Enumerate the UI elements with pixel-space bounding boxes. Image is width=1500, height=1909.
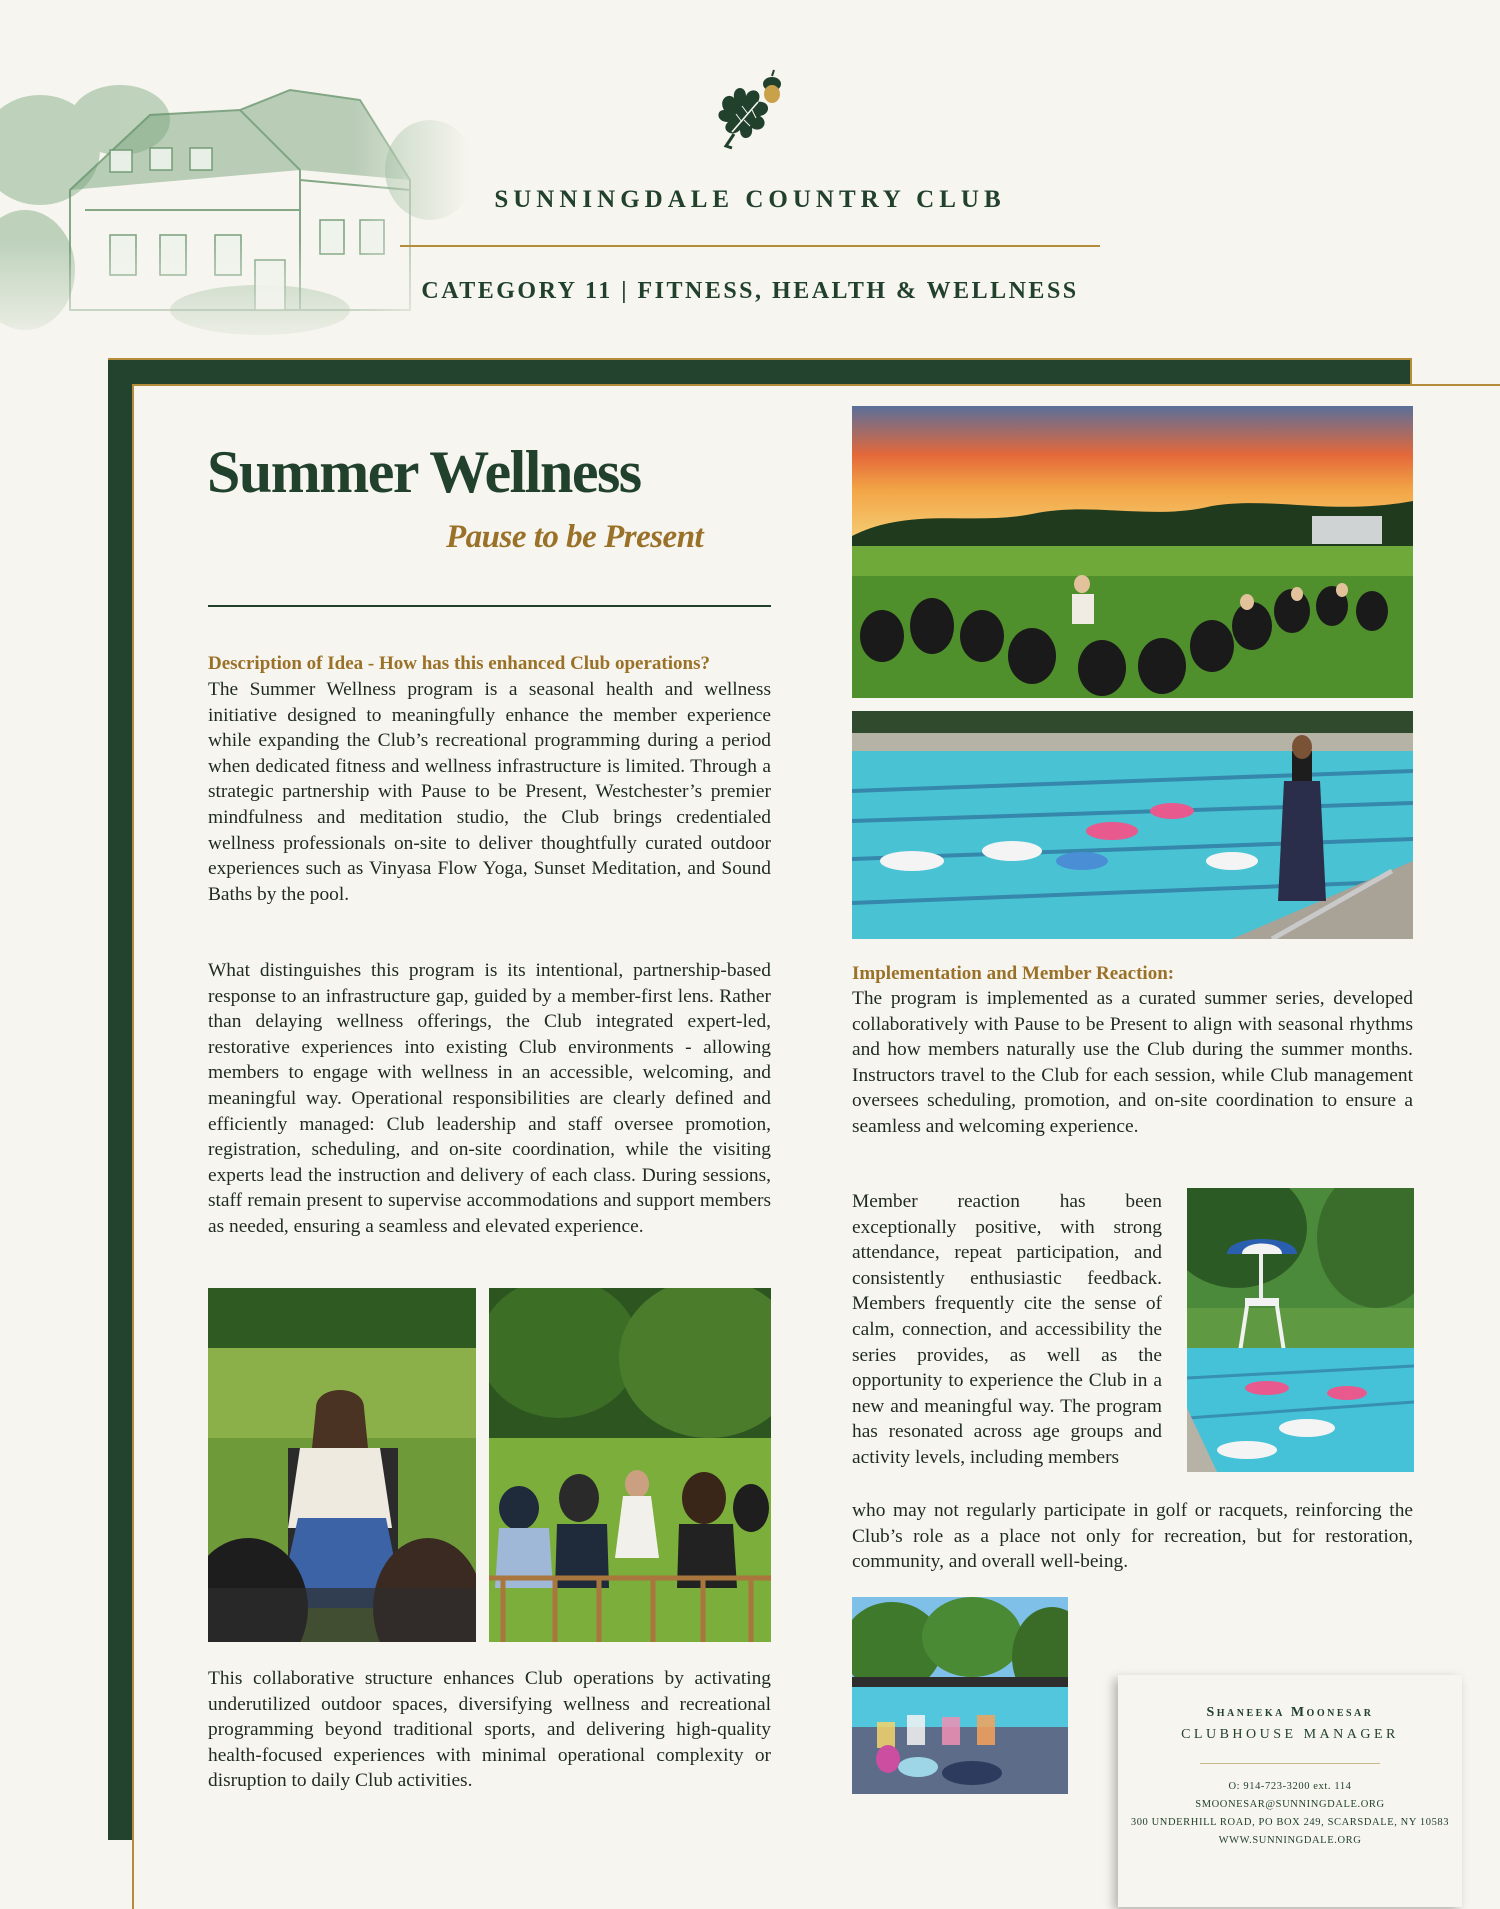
category-heading: CATEGORY 11 | FITNESS, HEALTH & WELLNESS: [421, 278, 1079, 304]
description-heading: Description of Idea - How has this enhanced Club operations?: [208, 653, 710, 674]
photo-instructor-meditation: [208, 1288, 476, 1642]
description-paragraph-1: The Summer Wellness program is a seasonal health and wellness initiative designed to meaningfully enhance the member experience while expanding the Club’s recreational programming during a period when dedicated fitness and wellness infrastructure is limited. Through a strategic partnership with Pause to be Present, Westchester’s premier mindfulness and meditation studio, the Club brings credentialed wellness professionals on-site to deliver thoughtfully curated outdoor experiences such as Vinyasa Flow Yoga, Sunset Meditation, and Sound Baths by the pool.: [208, 679, 771, 905]
article-title: Summer Wellness: [207, 439, 641, 505]
title-divider: [208, 605, 771, 607]
photo-pool-lifeguard-stand: [1187, 1188, 1414, 1472]
reaction-paragraph-continued: who may not regularly participate in golf or racquets, reinforcing the Club’s role as a place not only for recreation, but for restoration, community, and overall well-being.: [852, 1500, 1413, 1573]
contact-divider: [1200, 1763, 1380, 1764]
contact-email[interactable]: SMOONESAR@SUNNINGDALE.ORG: [1195, 1799, 1385, 1810]
club-name: SUNNINGDALE COUNTRY CLUB: [494, 186, 1006, 213]
description-paragraph-2: What distinguishes this program is its intentional, partnership-based response to an infrastructure gap, guided by a member-first lens. Rather than delaying wellness offerings, the Club integrated expert-led, restorative experiences into existing Club environments - allowing members to engage with wellness in an accessible, welcoming, and meaningful way. Operational responsibilities are clearly defined and efficiently managed: Club leadership and staff oversee promotion, registration, scheduling, and on-site coordination, while the visiting experts lead the instruction and delivery of each class. During sessions, staff remain present to supervise accommodations and support members as needed, ensuring a seamless and elevated experience.: [208, 960, 771, 1237]
contact-website[interactable]: WWW.SUNNINGDALE.ORG: [1218, 1835, 1362, 1846]
reaction-paragraph-wrapped: Member reaction has been exceptionally positive, with strong attendance, repeat participation, and consistently enthusiastic feedback. Members frequently cite the sense of calm, connection, and accessibility the series provides, as well as the opportunity to experience the Club in a new and meaningful way. The program has resonated across age groups and activity levels, including members: [852, 1191, 1162, 1468]
header-divider: [400, 245, 1100, 247]
contact-role: CLUBHOUSE MANAGER: [1181, 1727, 1399, 1742]
implementation-paragraph: The program is implemented as a curated summer series, developed collaboratively with Pause to be Present to align with seasonal rhythms and how members naturally use the Club during the summer months. Instructors travel to the Club for each session, while Club management oversees scheduling, promotion, and on-site coordination to ensure a seamless and welcoming experience.: [852, 988, 1413, 1137]
article-subtitle: Pause to be Present: [446, 519, 704, 555]
contact-phone: O: 914-723-3200 ext. 114: [1228, 1781, 1352, 1792]
photo-pool-float-meditation: [852, 711, 1413, 939]
implementation-heading: Implementation and Member Reaction:: [852, 963, 1175, 984]
contact-name: Shaneeka Moonesar: [1206, 1705, 1374, 1720]
description-paragraph-3: This collaborative structure enhances Club operations by activating underutilized outdoor spaces, diversifying wellness and recreational programming beyond traditional sports, and delivering high-quality health-focused experiences with minimal operational complexity or disruption to daily Club activities.: [208, 1668, 771, 1792]
oak-leaf-acorn-logo-icon: [712, 66, 792, 162]
photo-sunset-meditation-lawn: [852, 406, 1413, 698]
contact-address: 300 UNDERHILL ROAD, PO BOX 249, SCARSDALE, NY 10583: [1130, 1817, 1450, 1828]
contact-card: [1118, 1675, 1462, 1907]
photo-group-meditation-field: [489, 1288, 771, 1642]
photo-sound-bath-poolside: [852, 1597, 1068, 1794]
